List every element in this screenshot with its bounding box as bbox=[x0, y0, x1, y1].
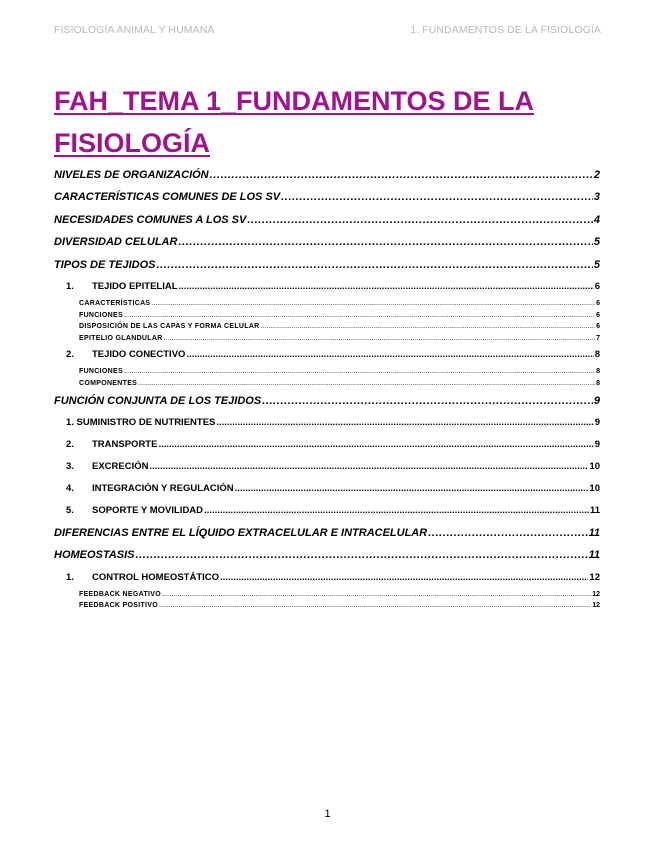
toc-entry[interactable]: 2. TEJIDO CONECTIVO ..... 8 bbox=[54, 344, 600, 366]
toc-entry[interactable]: FUNCIONES ..... 6 bbox=[54, 310, 600, 322]
page-number: 1 bbox=[324, 808, 331, 820]
toc-entry[interactable]: FUNCIÓN CONJUNTA DE LOS TEJIDOS ..... 9 bbox=[54, 390, 600, 412]
document-title: FAH_TEMA 1_FUNDAMENTOS DE LA FISIOLOGÍA bbox=[54, 86, 535, 158]
toc-entry[interactable]: TIPOS DE TEJIDOS ..... 5 bbox=[54, 254, 600, 276]
toc-entry[interactable]: 1. SUMINISTRO DE NUTRIENTES ..... 9 bbox=[54, 412, 600, 434]
toc-entry[interactable]: HOMEOSTASIS ..... 11 bbox=[54, 544, 600, 566]
toc-entry[interactable]: CARACTERÍSTICAS ..... 6 bbox=[54, 298, 600, 310]
toc-entry[interactable]: 5. SOPORTE Y MOVILIDAD ..... 11 bbox=[54, 500, 600, 522]
toc-entry[interactable]: 4. INTEGRACIÓN Y REGULACIÓN ..... 10 bbox=[54, 478, 600, 500]
toc-entry[interactable]: NECESIDADES COMUNES A LOS SV ..... 4 bbox=[54, 209, 600, 231]
toc-entry[interactable]: FEEDBACK NEGATIVO ..... 12 bbox=[54, 589, 600, 601]
toc-entry[interactable]: EPITELIO GLANDULAR ..... 7 bbox=[54, 333, 600, 345]
running-header-right: 1. FUNDAMENTOS DE LA FISIOLOGÍA bbox=[410, 24, 601, 36]
toc-entry[interactable]: DIVERSIDAD CELULAR ..... 5 bbox=[54, 231, 600, 253]
toc-entry[interactable]: FUNCIONES ..... 8 bbox=[54, 366, 600, 378]
toc-entry[interactable]: FEEDBACK POSITIVO ..... 12 bbox=[54, 600, 600, 612]
running-header-left: FISIOLOGÍA ANIMAL Y HUMANA bbox=[54, 24, 215, 36]
toc-entry[interactable]: 3. EXCRECIÓN ..... 10 bbox=[54, 456, 600, 478]
toc-entry[interactable]: 2. TRANSPORTE ..... 9 bbox=[54, 434, 600, 456]
toc-entry[interactable]: 1. CONTROL HOMEOSTÁTICO ..... 12 bbox=[54, 567, 600, 589]
toc-entry[interactable]: COMPONENTES ..... 8 bbox=[54, 378, 600, 390]
toc-entry[interactable]: DISPOSICIÓN DE LAS CAPAS Y FORMA CELULAR ..... 6 bbox=[54, 321, 600, 333]
toc-entry[interactable]: DIFERENCIAS ENTRE EL LÍQUIDO EXTRACELULAR E INTRACELULAR ..... 11 bbox=[54, 522, 600, 544]
table-of-contents bbox=[54, 164, 600, 612]
toc-entry[interactable]: NIVELES DE ORGANIZACIÓN ..... 2 bbox=[54, 164, 600, 186]
toc-entry[interactable]: CARACTERÍSTICAS COMUNES DE LOS SV ..... 3 bbox=[54, 186, 600, 208]
toc-entry[interactable]: 1. TEJIDO EPITELIAL ..... 6 bbox=[54, 276, 600, 298]
